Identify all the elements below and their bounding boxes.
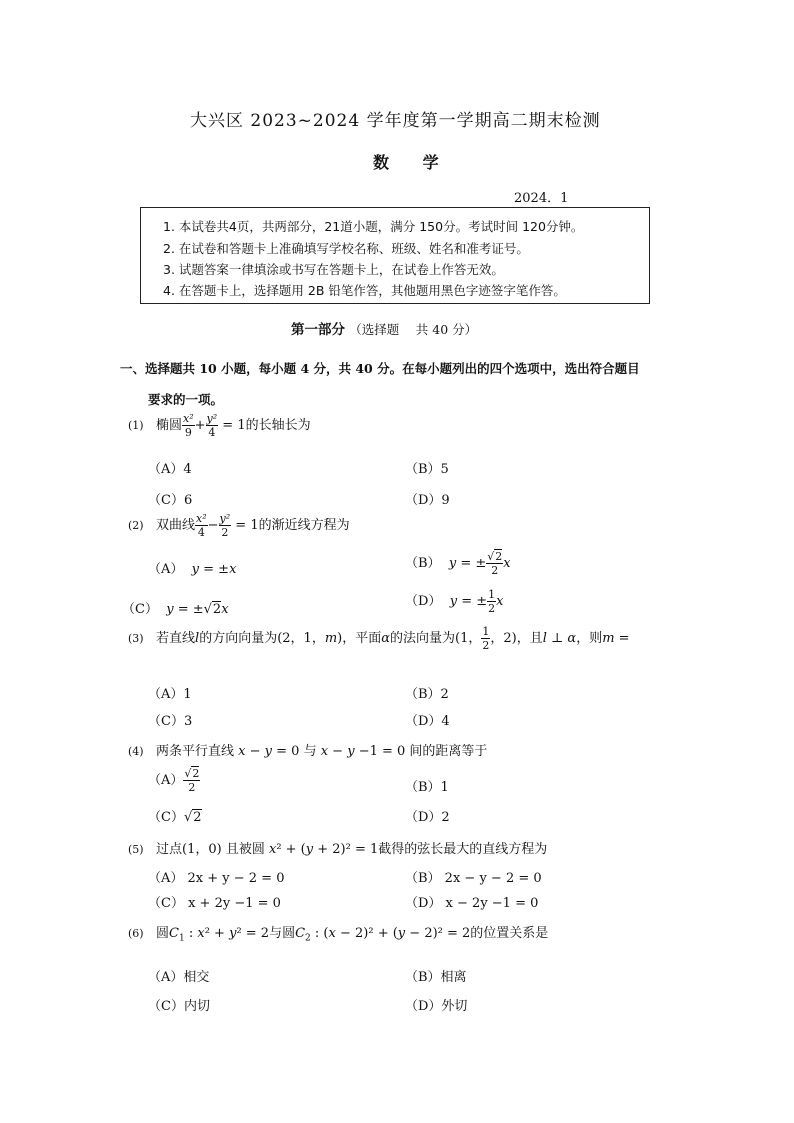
- q5-option-d[interactable]: （D） x − 2y −1 = 0: [405, 896, 539, 911]
- q1-option-a[interactable]: （A）4: [148, 462, 192, 477]
- notice-box: [140, 207, 650, 304]
- notice-line-4: 4. 在答题卡上，选择题用 2B 铅笔作答，其他题用黑色字迹签字笔作答。: [163, 283, 566, 298]
- q3-option-c[interactable]: （C）3: [148, 714, 193, 729]
- question-text: 椭圆: [156, 418, 183, 433]
- q6-option-c[interactable]: （C）内切: [148, 999, 210, 1014]
- q1-option-b[interactable]: （B）5: [405, 462, 449, 477]
- q2-option-a[interactable]: （A） y = ±x: [148, 562, 237, 577]
- question-text: 间的距离等于: [409, 744, 488, 759]
- part1-heading: [291, 318, 477, 338]
- question-text: 与圆: [269, 926, 296, 941]
- question-6: (6) 圆$C_1$ : x² + y² = 2与圆$C_2$ : (x − 2)² + (y − 2)² = 2的位置关系是: [128, 926, 549, 944]
- question-text: 的位置关系是: [470, 926, 549, 941]
- q5-option-b[interactable]: （B） 2x − y − 2 = 0: [405, 871, 542, 886]
- option-label: （C）: [148, 810, 184, 825]
- question-2: (2) 双曲线 $\frac{\text{x²}}{4}$ − $\frac{\text{y²}}{2}$ = 1的渐近线方程为: [128, 512, 350, 539]
- q3-option-a[interactable]: （A）1: [148, 687, 192, 702]
- question-4: (4) 两条平行直线 x − y = 0 与 x − y −1 = 0 间的距离等于: [128, 744, 488, 759]
- question-number: (5): [128, 843, 144, 856]
- fraction: $\frac{\text{y²}}{4}$: [206, 412, 218, 439]
- q2-option-b[interactable]: （B） y = ± $\frac{√2}{2}$ x: [405, 550, 511, 577]
- question-text: ，则: [576, 631, 603, 646]
- question-text: 两条平行直线: [156, 744, 235, 759]
- q6-option-b[interactable]: （B）相离: [405, 970, 467, 985]
- question-text: ，且: [516, 631, 543, 646]
- question-text: 的法向量为: [390, 631, 456, 646]
- fraction: $\frac{\text{x²}}{9}$: [183, 412, 194, 439]
- option-label: （A）: [148, 562, 184, 577]
- question-number: (4): [128, 745, 144, 758]
- question-text: 若直线: [156, 631, 196, 646]
- question-number: (6): [128, 927, 144, 940]
- fraction: $\frac{\text{x²}}{4}$: [196, 512, 207, 539]
- exam-title: 大兴区 2023~2024 学年度第一学期高二期末检测: [190, 111, 601, 131]
- q3-option-b[interactable]: （B）2: [405, 687, 449, 702]
- question-5: (5) 过点(1，0) 且被圆 x² + (y + 2)² = 1截得的弦长最大的直线方程为: [128, 842, 548, 857]
- notice-line-3: 3. 试题答案一律填涂或书写在答题卡上，在试卷上作答无效。: [163, 262, 504, 277]
- notice-line-2: 2. 在试卷和答题卡上准确填写学校名称、班级、姓名和准考证号。: [163, 241, 529, 256]
- question-text: 圆: [156, 926, 170, 941]
- question-text: ，平面: [342, 631, 382, 646]
- question-text: 的渐近线方程为: [258, 518, 350, 533]
- section1-line2: 要求的一项。: [148, 392, 224, 407]
- q5-option-c[interactable]: （C） x + 2y −1 = 0: [148, 896, 281, 911]
- question-text: 过点(1，0) 且被圆: [156, 842, 265, 857]
- option-label: （C）: [122, 602, 158, 617]
- subject-title: 数 学: [373, 153, 453, 172]
- option-label: （A）: [148, 773, 184, 788]
- q6-option-d[interactable]: （D）外切: [405, 999, 468, 1014]
- q4-option-c[interactable]: （C）√2: [148, 810, 202, 825]
- fraction: $\frac{1}{2}$: [482, 625, 490, 652]
- q6-option-a[interactable]: （A）相交: [148, 970, 210, 985]
- fraction: $\frac{√2}{2}$: [487, 550, 503, 577]
- q1-option-c[interactable]: （C）6: [148, 493, 193, 508]
- question-text: 双曲线: [156, 518, 196, 533]
- q4-option-b[interactable]: （B）1: [405, 780, 449, 795]
- part1-sub: （选择题 共 40 分）: [349, 322, 478, 337]
- question-3: (3) 若直线l的方向向量为(2，1，m)，平面α的法向量为(1， $\frac{1}{2}$ ，2)，且l ⊥ α，则m =: [128, 625, 630, 652]
- part1-title: 第一部分: [291, 322, 345, 338]
- question-number: (2): [128, 519, 144, 532]
- q1-option-d[interactable]: （D）9: [405, 493, 450, 508]
- question-text: 的长轴长为: [245, 418, 311, 433]
- q4-option-d[interactable]: （D）2: [405, 810, 450, 825]
- q2-option-c[interactable]: （C） y = ±√2x: [122, 602, 229, 617]
- fraction: $\frac{1}{2}$: [488, 588, 496, 615]
- fraction: $\frac{\text{y²}}{2}$: [219, 512, 231, 539]
- option-label: （D）: [405, 594, 442, 609]
- q5-option-a[interactable]: （A） 2x + y − 2 = 0: [148, 871, 285, 886]
- exam-date: 2024．1: [514, 191, 569, 206]
- question-number: (3): [128, 632, 144, 645]
- question-text: 与: [303, 744, 317, 759]
- question-1: (1) 椭圆 $\frac{\text{x²}}{9}$ + $\frac{\text{y²}}{4}$ = 1的长轴长为: [128, 412, 311, 439]
- q3-option-d[interactable]: （D）4: [405, 714, 450, 729]
- notice-line-1: 1. 本试卷共4页，共两部分，21道小题，满分 150分。考试时间 120分钟。: [163, 219, 584, 234]
- question-text: 截得的弦长最大的直线方程为: [378, 842, 548, 857]
- option-label: （B）: [405, 556, 441, 571]
- question-text: 的方向向量为: [199, 631, 278, 646]
- fraction: $\frac{√2}{2}$: [184, 767, 200, 794]
- section1-line1: 一、选择题共 10 小题，每小题 4 分，共 40 分。在每小题列出的四个选项中，选出符合题目: [120, 361, 640, 376]
- q2-option-d[interactable]: （D） y = ± $\frac{1}{2}$ x: [405, 588, 504, 615]
- q4-option-a[interactable]: [148, 767, 200, 794]
- question-number: (1): [128, 419, 144, 432]
